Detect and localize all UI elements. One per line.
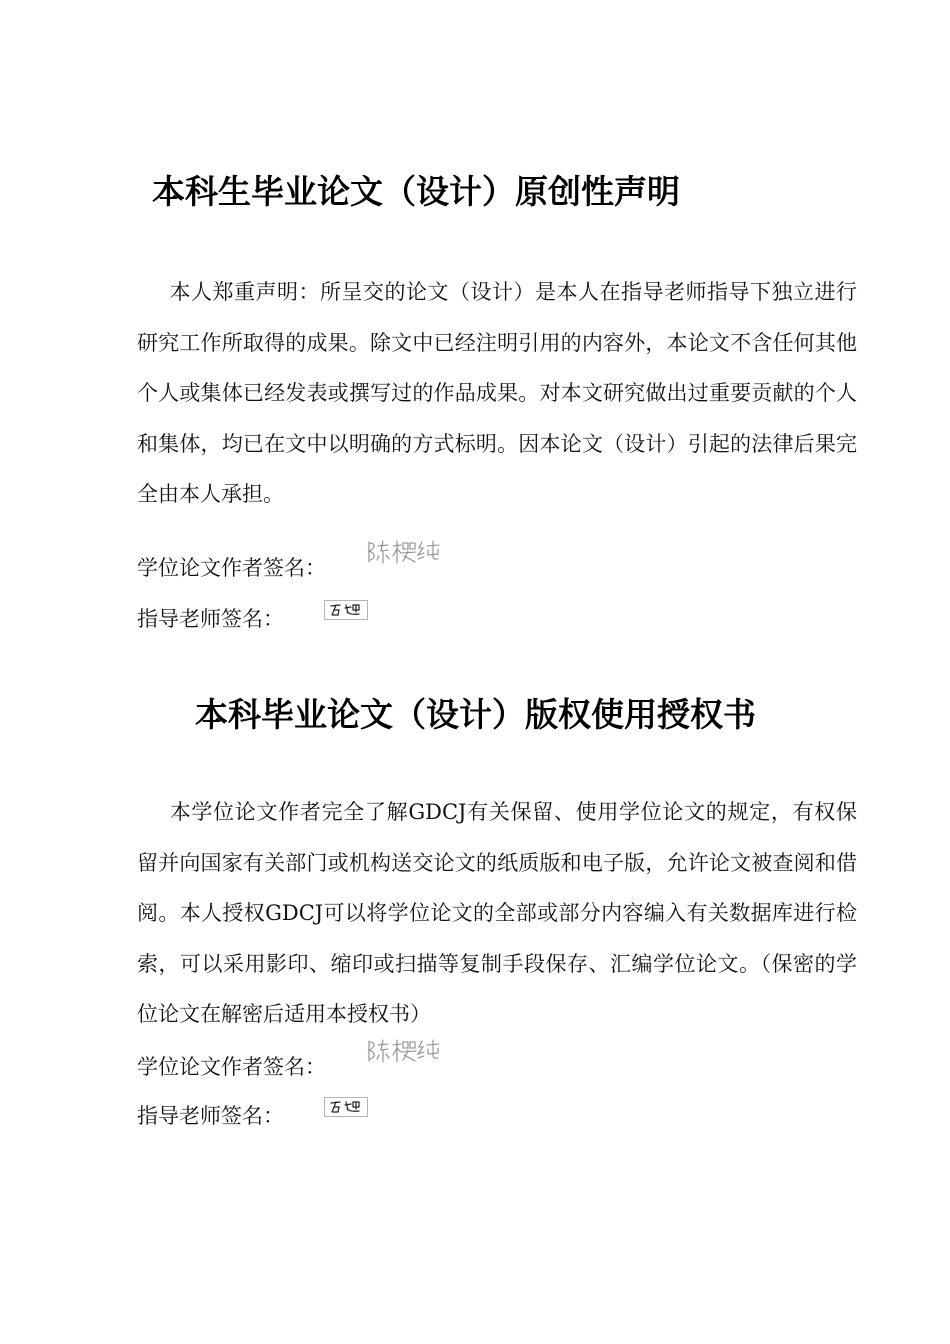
advisor-signature-label: 指导老师签名： bbox=[137, 607, 284, 631]
advisor-signature-image bbox=[324, 1097, 368, 1117]
advisor-signature-image bbox=[324, 600, 368, 620]
originality-statement-text: 本人郑重声明：所呈交的论文（设计）是本人在指导老师指导下独立进行研究工作所取得的成果。除文中已经注明引用的内容外，本论文不含任何其他个人或集体已经发表或撰写过的作品成果。对本文研究做出过重要贡献的个人和集体，均已在文中以明确的方式标明。因本论文（设计）引起的法律后果完全由本人承担。 bbox=[137, 280, 857, 506]
author-signature-image bbox=[366, 1037, 442, 1065]
copyright-authorization-title: 本科毕业论文（设计）版权使用授权书 bbox=[195, 695, 756, 734]
originality-statement-body bbox=[137, 267, 857, 520]
copyright-authorization-body bbox=[137, 787, 857, 1040]
author-signature-label: 学位论文作者签名： bbox=[137, 556, 326, 580]
author-signature-label: 学位论文作者签名： bbox=[137, 1055, 326, 1079]
advisor-signature-label: 指导老师签名： bbox=[137, 1104, 284, 1128]
originality-statement-title: 本科生毕业论文（设计）原创性声明 bbox=[152, 172, 680, 211]
copyright-authorization-text: 本学位论文作者完全了解GDCJ有关保留、使用学位论文的规定，有权保留并向国家有关部门或机构送交论文的纸质版和电子版，允许论文被查阅和借阅。本人授权GDCJ可以将学位论文的全部或部分内容编入有关数据库进行检索，可以采用影印、缩印或扫描等复制手段保存、汇编学位论文。（保密的学位论文在解密后适用本授权书） bbox=[137, 800, 857, 1026]
author-signature-image bbox=[366, 538, 442, 566]
